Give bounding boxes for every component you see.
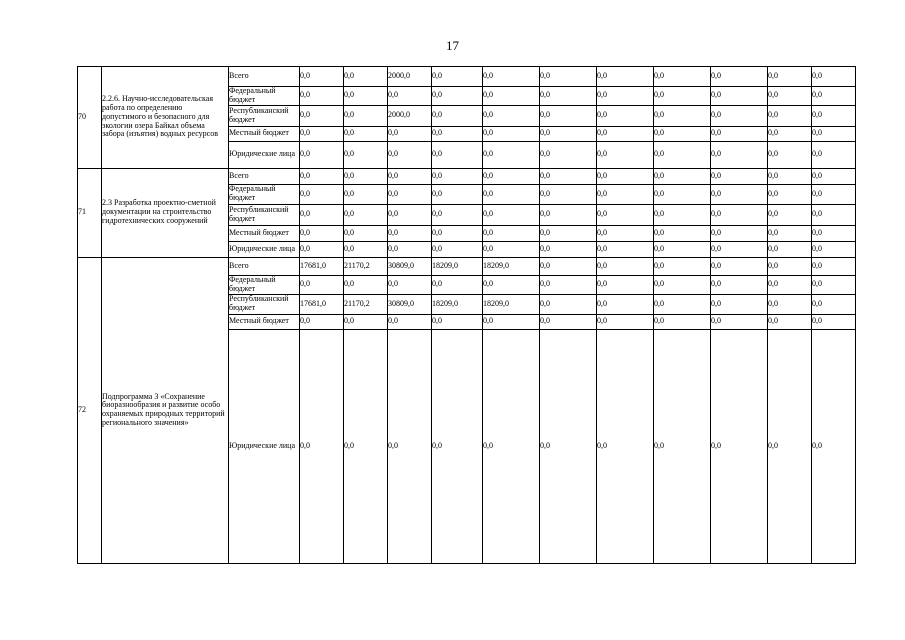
amount-cell: 0,0	[654, 168, 711, 184]
amount-cell: 0,0	[597, 184, 654, 204]
amount-cell: 0,0	[540, 329, 597, 563]
amount-cell: 0,0	[711, 105, 768, 126]
amount-cell: 0,0	[711, 314, 768, 329]
funding-source: Местный бюджет	[229, 126, 300, 141]
funding-source: Юридические лица	[229, 241, 300, 257]
amount-cell: 0,0	[597, 141, 654, 168]
amount-cell: 0,0	[388, 126, 432, 141]
amount-cell: 0,0	[483, 314, 540, 329]
amount-cell: 0,0	[300, 204, 344, 225]
amount-cell: 0,0	[540, 87, 597, 106]
amount-cell: 0,0	[483, 225, 540, 241]
amount-cell: 0,0	[344, 329, 388, 563]
amount-cell: 0,0	[711, 225, 768, 241]
amount-cell: 0,0	[540, 184, 597, 204]
amount-cell: 0,0	[597, 105, 654, 126]
funding-source: Всего	[229, 168, 300, 184]
amount-cell: 0,0	[711, 168, 768, 184]
amount-cell: 0,0	[344, 184, 388, 204]
amount-cell: 0,0	[711, 241, 768, 257]
amount-cell: 0,0	[300, 67, 344, 87]
amount-cell: 18209,0	[432, 294, 483, 314]
amount-cell: 0,0	[812, 275, 856, 294]
amount-cell: 0,0	[432, 314, 483, 329]
amount-cell: 0,0	[812, 257, 856, 275]
funding-source: Федеральный бюджет	[229, 87, 300, 106]
amount-cell: 0,0	[768, 204, 812, 225]
amount-cell: 0,0	[540, 141, 597, 168]
amount-cell: 0,0	[344, 67, 388, 87]
amount-cell: 0,0	[812, 67, 856, 87]
amount-cell: 0,0	[654, 314, 711, 329]
amount-cell: 21170,2	[344, 257, 388, 275]
amount-cell: 0,0	[711, 67, 768, 87]
amount-cell: 0,0	[483, 204, 540, 225]
amount-cell: 0,0	[388, 275, 432, 294]
amount-cell: 0,0	[483, 141, 540, 168]
amount-cell: 0,0	[812, 204, 856, 225]
amount-cell: 0,0	[344, 275, 388, 294]
amount-cell: 0,0	[654, 225, 711, 241]
table-row	[78, 67, 856, 87]
amount-cell: 0,0	[768, 329, 812, 563]
amount-cell: 2000,0	[388, 67, 432, 87]
amount-cell: 0,0	[388, 329, 432, 563]
amount-cell: 0,0	[768, 275, 812, 294]
amount-cell: 0,0	[344, 126, 388, 141]
amount-cell: 0,0	[344, 141, 388, 168]
amount-cell: 0,0	[597, 241, 654, 257]
amount-cell: 0,0	[768, 241, 812, 257]
amount-cell: 0,0	[540, 225, 597, 241]
amount-cell: 0,0	[768, 184, 812, 204]
amount-cell: 0,0	[388, 168, 432, 184]
amount-cell: 0,0	[812, 241, 856, 257]
program-title: 2.2.6. Научно-исследовательская работа по определению допустимого и безопасного для экологии озера Байкал объема забора (изъятия) водных ресурсов	[102, 67, 229, 169]
page-number: 17	[446, 38, 459, 53]
amount-cell: 0,0	[300, 105, 344, 126]
amount-cell: 0,0	[540, 257, 597, 275]
amount-cell: 0,0	[812, 225, 856, 241]
amount-cell: 0,0	[432, 141, 483, 168]
amount-cell: 0,0	[597, 329, 654, 563]
amount-cell: 30809,0	[388, 294, 432, 314]
amount-cell: 0,0	[388, 184, 432, 204]
amount-cell: 0,0	[597, 257, 654, 275]
amount-cell: 0,0	[768, 225, 812, 241]
amount-cell: 0,0	[654, 105, 711, 126]
amount-cell: 0,0	[597, 314, 654, 329]
amount-cell: 0,0	[540, 67, 597, 87]
amount-cell: 0,0	[597, 87, 654, 106]
amount-cell: 0,0	[654, 126, 711, 141]
amount-cell: 0,0	[597, 294, 654, 314]
amount-cell: 0,0	[300, 184, 344, 204]
amount-cell: 0,0	[300, 314, 344, 329]
amount-cell: 0,0	[432, 67, 483, 87]
amount-cell: 0,0	[768, 126, 812, 141]
amount-cell: 0,0	[654, 329, 711, 563]
amount-cell: 0,0	[711, 87, 768, 106]
funding-source: Федеральный бюджет	[229, 275, 300, 294]
amount-cell: 0,0	[768, 257, 812, 275]
amount-cell: 17681,0	[300, 257, 344, 275]
amount-cell: 0,0	[483, 87, 540, 106]
amount-cell: 0,0	[483, 275, 540, 294]
amount-cell: 0,0	[300, 329, 344, 563]
amount-cell: 17681,0	[300, 294, 344, 314]
amount-cell: 0,0	[654, 241, 711, 257]
amount-cell: 30809,0	[388, 257, 432, 275]
amount-cell: 0,0	[812, 105, 856, 126]
amount-cell: 18209,0	[483, 257, 540, 275]
amount-cell: 0,0	[540, 168, 597, 184]
funding-source: Федеральный бюджет	[229, 184, 300, 204]
funding-source: Местный бюджет	[229, 225, 300, 241]
amount-cell: 0,0	[654, 87, 711, 106]
amount-cell: 0,0	[432, 184, 483, 204]
amount-cell: 0,0	[300, 87, 344, 106]
amount-cell: 0,0	[768, 87, 812, 106]
amount-cell: 0,0	[300, 225, 344, 241]
amount-cell: 0,0	[812, 87, 856, 106]
amount-cell: 0,0	[483, 241, 540, 257]
amount-cell: 0,0	[711, 257, 768, 275]
table-row	[78, 257, 856, 275]
amount-cell: 0,0	[432, 204, 483, 225]
amount-cell: 0,0	[483, 168, 540, 184]
amount-cell: 0,0	[711, 294, 768, 314]
amount-cell: 0,0	[597, 225, 654, 241]
amount-cell: 18209,0	[432, 257, 483, 275]
amount-cell: 0,0	[540, 294, 597, 314]
program-title: Подпрограмма 3 «Сохранение биоразнообразия и развитие особо охраняемых природных территорий регионального значения»	[102, 257, 229, 563]
budget-table	[77, 66, 856, 564]
amount-cell: 0,0	[483, 67, 540, 87]
amount-cell: 0,0	[483, 105, 540, 126]
amount-cell: 0,0	[432, 275, 483, 294]
amount-cell: 0,0	[344, 241, 388, 257]
funding-source: Всего	[229, 257, 300, 275]
amount-cell: 0,0	[711, 329, 768, 563]
amount-cell: 0,0	[540, 275, 597, 294]
amount-cell: 0,0	[812, 294, 856, 314]
amount-cell: 0,0	[812, 141, 856, 168]
amount-cell: 0,0	[768, 294, 812, 314]
funding-source: Всего	[229, 67, 300, 87]
amount-cell: 0,0	[483, 126, 540, 141]
funding-source: Местный бюджет	[229, 314, 300, 329]
funding-source: Юридические лица	[229, 141, 300, 168]
amount-cell: 0,0	[388, 225, 432, 241]
amount-cell: 0,0	[711, 141, 768, 168]
amount-cell: 0,0	[432, 105, 483, 126]
amount-cell: 0,0	[597, 168, 654, 184]
amount-cell: 0,0	[344, 314, 388, 329]
amount-cell: 0,0	[654, 257, 711, 275]
amount-cell: 21170,2	[344, 294, 388, 314]
amount-cell: 0,0	[654, 67, 711, 87]
amount-cell: 0,0	[300, 126, 344, 141]
amount-cell: 0,0	[654, 275, 711, 294]
amount-cell: 0,0	[812, 314, 856, 329]
amount-cell: 0,0	[388, 204, 432, 225]
amount-cell: 0,0	[344, 87, 388, 106]
table-body	[78, 67, 856, 564]
amount-cell: 0,0	[344, 204, 388, 225]
funding-source: Республиканский бюджет	[229, 204, 300, 225]
amount-cell: 0,0	[432, 126, 483, 141]
amount-cell: 18209,0	[483, 294, 540, 314]
amount-cell: 0,0	[540, 105, 597, 126]
funding-source: Республиканский бюджет	[229, 294, 300, 314]
amount-cell: 0,0	[711, 126, 768, 141]
funding-source: Юридические лица	[229, 329, 300, 563]
amount-cell: 0,0	[388, 241, 432, 257]
amount-cell: 0,0	[432, 241, 483, 257]
amount-cell: 0,0	[300, 241, 344, 257]
amount-cell: 0,0	[597, 275, 654, 294]
amount-cell: 0,0	[540, 241, 597, 257]
amount-cell: 0,0	[344, 225, 388, 241]
amount-cell: 0,0	[388, 141, 432, 168]
amount-cell: 0,0	[812, 168, 856, 184]
amount-cell: 0,0	[812, 184, 856, 204]
funding-source: Республиканский бюджет	[229, 105, 300, 126]
amount-cell: 2000,0	[388, 105, 432, 126]
amount-cell: 0,0	[388, 314, 432, 329]
amount-cell: 0,0	[300, 275, 344, 294]
amount-cell: 0,0	[432, 87, 483, 106]
row-number: 72	[78, 257, 102, 563]
amount-cell: 0,0	[654, 294, 711, 314]
amount-cell: 0,0	[432, 329, 483, 563]
amount-cell: 0,0	[812, 126, 856, 141]
amount-cell: 0,0	[344, 105, 388, 126]
amount-cell: 0,0	[483, 329, 540, 563]
amount-cell: 0,0	[768, 67, 812, 87]
amount-cell: 0,0	[654, 204, 711, 225]
amount-cell: 0,0	[300, 168, 344, 184]
amount-cell: 0,0	[711, 204, 768, 225]
amount-cell: 0,0	[768, 105, 812, 126]
amount-cell: 0,0	[812, 329, 856, 563]
amount-cell: 0,0	[711, 184, 768, 204]
amount-cell: 0,0	[597, 204, 654, 225]
amount-cell: 0,0	[344, 168, 388, 184]
amount-cell: 0,0	[768, 314, 812, 329]
amount-cell: 0,0	[540, 204, 597, 225]
amount-cell: 0,0	[540, 126, 597, 141]
amount-cell: 0,0	[711, 275, 768, 294]
amount-cell: 0,0	[768, 168, 812, 184]
table-row	[78, 168, 856, 184]
amount-cell: 0,0	[388, 87, 432, 106]
amount-cell: 0,0	[768, 141, 812, 168]
program-title: 2.3 Разработка проектно-сметной документации на строительство гидротехнических сооружений	[102, 168, 229, 257]
amount-cell: 0,0	[597, 126, 654, 141]
amount-cell: 0,0	[654, 184, 711, 204]
amount-cell: 0,0	[540, 314, 597, 329]
amount-cell: 0,0	[300, 141, 344, 168]
row-number: 71	[78, 168, 102, 257]
row-number: 70	[78, 67, 102, 169]
amount-cell: 0,0	[597, 67, 654, 87]
amount-cell: 0,0	[432, 225, 483, 241]
amount-cell: 0,0	[432, 168, 483, 184]
amount-cell: 0,0	[483, 184, 540, 204]
amount-cell: 0,0	[654, 141, 711, 168]
